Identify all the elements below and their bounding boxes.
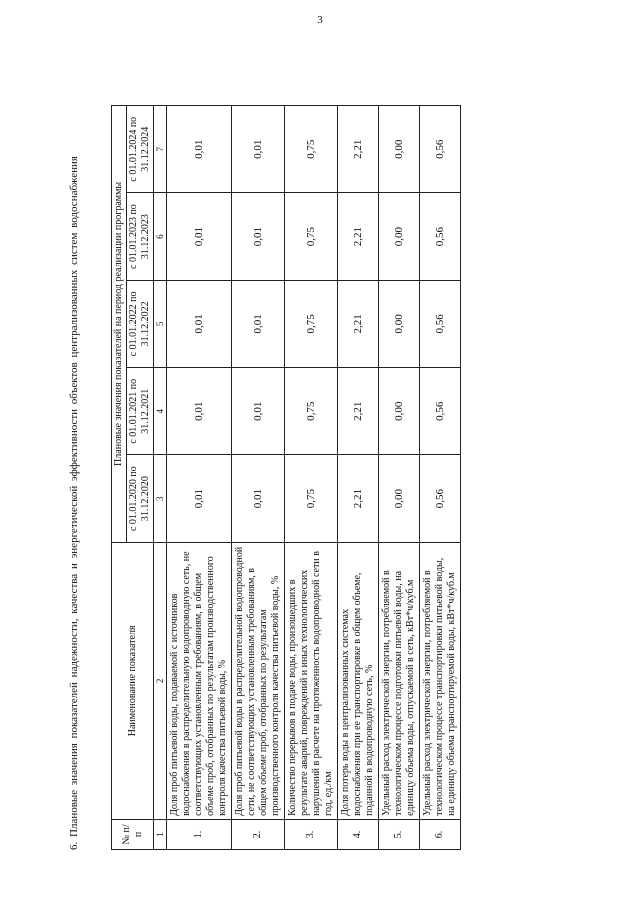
- indicator-value: 0,56: [420, 193, 461, 280]
- indicator-value: 2,21: [338, 106, 379, 193]
- header-no: № п/п: [112, 819, 154, 849]
- header-name: Наименование показателя: [112, 542, 154, 819]
- section-heading: 6. Плановые значения показателей надежности, качества и энергетической эффективности объектов централизованных систем водоснабжения: [68, 156, 80, 850]
- indicator-value: 0,01: [167, 368, 232, 455]
- indicator-value: 0,56: [420, 368, 461, 455]
- table-row: [167, 106, 232, 850]
- header-group: Плановые значения показателей на период реализации программы: [112, 106, 127, 543]
- table-row: [379, 106, 420, 850]
- indicator-value: 2,21: [338, 280, 379, 367]
- indicator-value: 0,75: [285, 455, 338, 542]
- header-period: с 01.01.2024 по 31.12.2024: [127, 106, 154, 193]
- column-number: 5: [154, 280, 167, 367]
- indicator-name: Удельный расход электрической энергии, потребляемой в технологическом процессе транспортировки питьевой воды, на единицу объема транспортируемой воды, кВт*ч/куб.м: [420, 542, 461, 819]
- indicator-name: Доля потерь воды в централизованных системах водоснабжения при ее транспортировке в общем объеме, поданной в водопроводную сеть, %: [338, 542, 379, 819]
- column-number: 7: [154, 106, 167, 193]
- indicator-value: 0,01: [167, 280, 232, 367]
- row-number: 5.: [379, 819, 420, 849]
- page-number: 3: [317, 14, 323, 26]
- table-row: [232, 106, 285, 850]
- row-number: 6.: [420, 819, 461, 849]
- column-number: 4: [154, 368, 167, 455]
- column-number: 1: [154, 819, 167, 849]
- indicator-value: 0,00: [379, 193, 420, 280]
- indicator-value: 0,00: [379, 368, 420, 455]
- indicator-value: 0,56: [420, 280, 461, 367]
- table-body: [167, 106, 461, 850]
- indicator-value: 2,21: [338, 193, 379, 280]
- indicator-value: 0,01: [232, 455, 285, 542]
- header-period: с 01.01.2020 по 31.12.2020: [127, 455, 154, 542]
- row-number: 4.: [338, 819, 379, 849]
- table-row: [420, 106, 461, 850]
- indicator-value: 2,21: [338, 368, 379, 455]
- indicators-table: [111, 105, 461, 850]
- indicator-value: 0,01: [232, 193, 285, 280]
- indicator-value: 0,00: [379, 106, 420, 193]
- indicator-value: 0,56: [420, 455, 461, 542]
- row-number: 1.: [167, 819, 232, 849]
- indicator-value: 0,75: [285, 280, 338, 367]
- rotated-page: [65, 50, 625, 870]
- indicator-value: 0,75: [285, 368, 338, 455]
- indicator-value: 0,01: [167, 455, 232, 542]
- row-number: 2.: [232, 819, 285, 849]
- table-row: [338, 106, 379, 850]
- indicator-value: 2,21: [338, 455, 379, 542]
- indicator-value: 0,01: [167, 193, 232, 280]
- row-number: 3.: [285, 819, 338, 849]
- header-period: с 01.01.2023 по 31.12.2023: [127, 193, 154, 280]
- indicator-value: 0,75: [285, 106, 338, 193]
- table-row: [285, 106, 338, 850]
- column-number: 3: [154, 455, 167, 542]
- header-period: с 01.01.2021 по 31.12.2021: [127, 368, 154, 455]
- indicator-value: 0,56: [420, 106, 461, 193]
- indicator-name: Доля проб питьевой воды в распределительной водопроводной сети, не соответствующих установленным требованиям, в общем объеме проб, отобранных по результатам производственного контроля качества питьевой воды, %: [232, 542, 285, 819]
- indicator-name: Количество перерывов в подаче воды, произошедших в результате аварий, повреждений и иных технологических нарушений в расчете на протяженность водопроводной сети в год, ед./км: [285, 542, 338, 819]
- column-number: 6: [154, 193, 167, 280]
- indicator-value: 0,01: [232, 368, 285, 455]
- indicator-value: 0,01: [167, 106, 232, 193]
- indicator-name: Удельный расход электрической энергии, потребляемой в технологическом процессе подготовки питьевой воды, на единицу объема воды, отпускаемой в сеть, кВт*ч/куб.м: [379, 542, 420, 819]
- indicator-value: 0,01: [232, 280, 285, 367]
- indicator-value: 0,01: [232, 106, 285, 193]
- indicator-value: 0,00: [379, 455, 420, 542]
- header-period: с 01.01.2022 по 31.12.2022: [127, 280, 154, 367]
- column-number: 2: [154, 542, 167, 819]
- indicator-value: 0,75: [285, 193, 338, 280]
- indicator-value: 0,00: [379, 280, 420, 367]
- indicator-name: Доля проб питьевой воды, подаваемой с источников водоснабжения в распределительную водопроводную сеть, не соответствующих установленным требованиям, в общем объеме проб, отобранных по результатам производственного контроля качества питьевой воды, %: [167, 542, 232, 819]
